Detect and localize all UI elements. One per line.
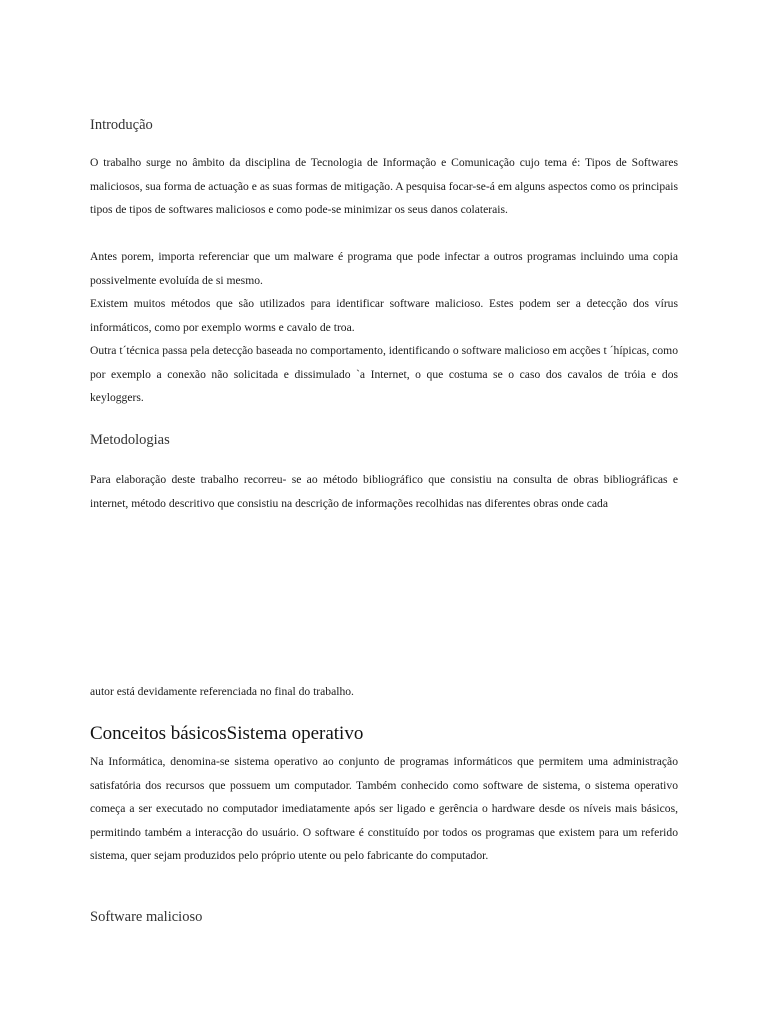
heading-metodologias: Metodologias [90, 432, 170, 448]
heading-conceitos-basicos: Conceitos básicosSistema operativo [90, 723, 364, 744]
paragraph-intro-1: O trabalho surge no âmbito da disciplina de Tecnologia de Informação e Comunicação cujo tema é: Tipos de Softwares maliciosos, sua forma de actuação e as suas formas de mitigação. A pesquisa focar-se-á em alguns aspectos como os principais tipos de tipos de softwares maliciosos e como pode-se minimizar os seus danos colaterais. [90, 156, 678, 216]
heading-introducao: Introdução [90, 117, 153, 133]
paragraph-sistema-operativo: Na Informática, denomina-se sistema operativo ao conjunto de programas informáticos que permitem uma administração satisfatória dos recursos que possuem um computador. Também conhecido como software de sistema, o sistema operativo começa a ser executado no computador imediatamente após ser ligado e gerência o hardware desde os níveis mais básicos, permitindo também a interacção do usuário. O software é constituído por todos os programas que existem para um referido sistema, quer sejam produzidos pelo próprio utente ou pelo fabricante do computador. [90, 755, 678, 862]
paragraph-metodologias-bottom: autor está devidamente referenciada no final do trabalho. [90, 685, 354, 698]
paragraph-intro-2: Antes porem, importa referenciar que um malware é programa que pode infectar a outros programas incluindo uma copia possivelmente evoluída de si mesmo. [90, 250, 678, 287]
paragraph-metodologias-top: Para elaboração deste trabalho recorreu- se ao método bibliográfico que consistiu na consulta de obras bibliográficas e internet, método descritivo que consistiu na descrição de informações recolhidas nas diferentes obras onde cada [90, 473, 678, 510]
paragraph-intro-4: Outra t´técnica passa pela detecção baseada no comportamento, identificando o software malicioso em acções t ´hípicas, como por exemplo a conexão não solicitada e dissimulado `a Internet, o que costuma se o caso dos cavalos de tróia e dos keyloggers. [90, 344, 678, 404]
paragraph-intro-3: Existem muitos métodos que são utilizados para identificar software malicioso. Estes podem ser a detecção dos vírus informáticos, como por exemplo worms e cavalo de troa. [90, 297, 678, 334]
heading-software-malicioso: Software malicioso [90, 909, 203, 925]
